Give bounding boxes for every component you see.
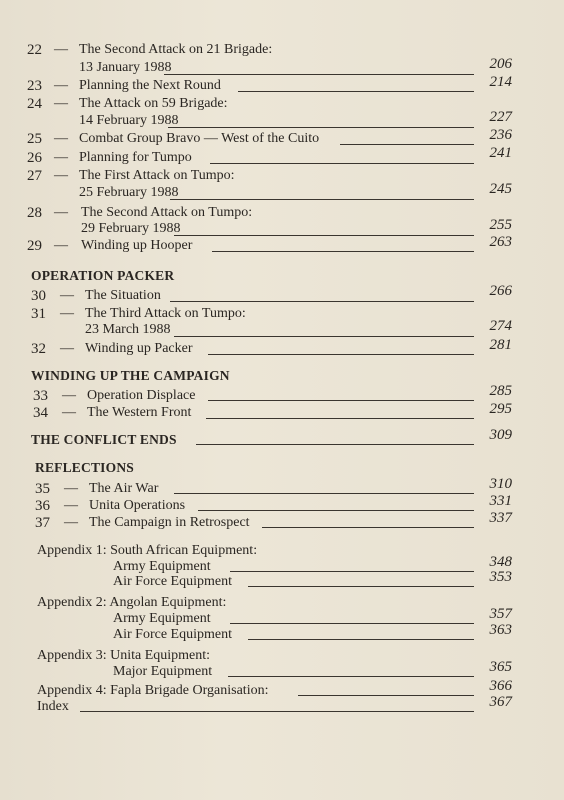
- leader-rule: [198, 510, 474, 511]
- page-number: 214: [489, 74, 512, 90]
- page-number: 274: [489, 318, 512, 334]
- chapter-title: Winding up Hooper: [81, 238, 193, 253]
- entry-dash: —: [54, 131, 68, 146]
- section-heading: REFLECTIONS: [35, 460, 134, 475]
- page-number: 236: [489, 127, 512, 143]
- chapter-number: 26: [27, 150, 42, 166]
- chapter-number: 29: [27, 238, 42, 254]
- section-heading: OPERATION PACKER: [31, 268, 175, 283]
- entry-dash: —: [54, 205, 68, 220]
- entry-dash: —: [54, 78, 68, 93]
- chapter-title: The Campaign in Retrospect: [89, 515, 250, 530]
- page-number: 337: [489, 510, 512, 526]
- page-number: 263: [489, 234, 512, 250]
- page-number: 206: [489, 56, 512, 72]
- leader-rule: [196, 444, 474, 445]
- chapter-date: 29 February 1988: [81, 221, 181, 236]
- leader-rule: [230, 571, 474, 572]
- leader-rule: [208, 354, 474, 355]
- page-number: 348: [489, 554, 512, 570]
- leader-rule: [262, 527, 474, 528]
- entry-dash: —: [54, 42, 68, 57]
- page-number: 367: [489, 694, 512, 710]
- chapter-title: The Air War: [89, 481, 159, 496]
- leader-rule: [248, 639, 474, 640]
- chapter-number: 22: [27, 42, 42, 58]
- page-number: 366: [489, 678, 512, 694]
- chapter-number: 27: [27, 168, 42, 184]
- page-number: 310: [489, 476, 512, 492]
- page-number: 285: [489, 383, 512, 399]
- leader-rule: [238, 91, 474, 92]
- appendix-item-label: Major Equipment: [113, 664, 213, 679]
- chapter-number: 25: [27, 131, 42, 147]
- entry-dash: —: [54, 96, 68, 111]
- leader-rule: [174, 235, 474, 236]
- chapter-number: 33: [33, 388, 48, 404]
- leader-rule: [170, 199, 474, 200]
- leader-rule: [210, 163, 474, 164]
- chapter-title: The Situation: [85, 288, 161, 303]
- chapter-date: 25 February 1988: [79, 185, 179, 200]
- page-number: 281: [489, 337, 512, 353]
- chapter-title: Planning for Tumpo: [79, 150, 192, 165]
- chapter-title: Combat Group Bravo — West of the Cuito: [79, 131, 320, 146]
- entry-dash: —: [64, 498, 78, 513]
- entry-dash: —: [60, 341, 74, 356]
- page-number: 331: [489, 493, 512, 509]
- entry-dash: —: [64, 481, 78, 496]
- chapter-number: 34: [33, 405, 48, 421]
- chapter-title: Operation Displace: [87, 388, 196, 403]
- chapter-number: 35: [35, 481, 50, 497]
- entry-dash: —: [54, 168, 68, 183]
- leader-rule: [228, 676, 474, 677]
- chapter-number: 30: [31, 288, 46, 304]
- page-number: 309: [489, 427, 512, 443]
- page-number: 245: [489, 181, 512, 197]
- chapter-title: The Third Attack on Tumpo:: [85, 306, 246, 321]
- page-number: 227: [489, 109, 512, 125]
- chapter-title: Winding up Packer: [85, 341, 193, 356]
- leader-rule: [206, 418, 474, 419]
- appendix-title: Appendix 3: Unita Equipment:: [37, 648, 211, 663]
- entry-dash: —: [62, 405, 76, 420]
- page-number: 255: [489, 217, 512, 233]
- entry-dash: —: [54, 238, 68, 253]
- leader-rule: [298, 695, 474, 696]
- appendix-item-label: Air Force Equipment: [113, 574, 232, 589]
- appendix-item-label: Air Force Equipment: [113, 627, 232, 642]
- chapter-title: The First Attack on Tumpo:: [79, 168, 235, 183]
- page-number: 357: [489, 606, 512, 622]
- page-number: 353: [489, 569, 512, 585]
- section-heading: THE CONFLICT ENDS: [31, 432, 177, 447]
- leader-rule: [80, 711, 474, 712]
- chapter-title: The Second Attack on 21 Brigade:: [79, 42, 273, 57]
- section-heading: WINDING UP THE CAMPAIGN: [31, 368, 230, 383]
- chapter-number: 32: [31, 341, 46, 357]
- chapter-title: Planning the Next Round: [79, 78, 221, 93]
- chapter-date: 14 February 1988: [79, 113, 179, 128]
- chapter-number: 28: [27, 205, 42, 221]
- page-number: 363: [489, 622, 512, 638]
- leader-rule: [174, 493, 474, 494]
- page-number: 365: [489, 659, 512, 675]
- appendix-item-label: Army Equipment: [113, 559, 211, 574]
- entry-dash: —: [64, 515, 78, 530]
- page-number: 266: [489, 283, 512, 299]
- leader-rule: [168, 127, 474, 128]
- leader-rule: [208, 400, 474, 401]
- leader-rule: [248, 586, 474, 587]
- chapter-title: The Attack on 59 Brigade:: [79, 96, 228, 111]
- chapter-number: 24: [27, 96, 42, 112]
- chapter-number: 36: [35, 498, 50, 514]
- page-number: 295: [489, 401, 512, 417]
- appendix-title: Appendix 2: Angolan Equipment:: [37, 595, 227, 610]
- leader-rule: [174, 336, 474, 337]
- chapter-title: The Second Attack on Tumpo:: [81, 205, 253, 220]
- appendix-title: Appendix 1: South African Equipment:: [37, 543, 258, 558]
- index-label: Index: [37, 699, 69, 714]
- appendix-title: Appendix 4: Fapla Brigade Organisation:: [37, 683, 269, 698]
- entry-dash: —: [54, 150, 68, 165]
- chapter-number: 31: [31, 306, 46, 322]
- leader-rule: [230, 623, 474, 624]
- leader-rule: [340, 144, 474, 145]
- chapter-date: 13 January 1988: [79, 60, 172, 75]
- page-number: 241: [489, 145, 512, 161]
- entry-dash: —: [60, 306, 74, 321]
- entry-dash: —: [62, 388, 76, 403]
- chapter-number: 37: [35, 515, 50, 531]
- chapter-date: 23 March 1988: [85, 322, 171, 337]
- leader-rule: [212, 251, 474, 252]
- appendix-item-label: Army Equipment: [113, 611, 211, 626]
- leader-rule: [170, 301, 474, 302]
- chapter-number: 23: [27, 78, 42, 94]
- chapter-title: The Western Front: [87, 405, 192, 420]
- entry-dash: —: [60, 288, 74, 303]
- leader-rule: [164, 74, 474, 75]
- chapter-title: Unita Operations: [89, 498, 186, 513]
